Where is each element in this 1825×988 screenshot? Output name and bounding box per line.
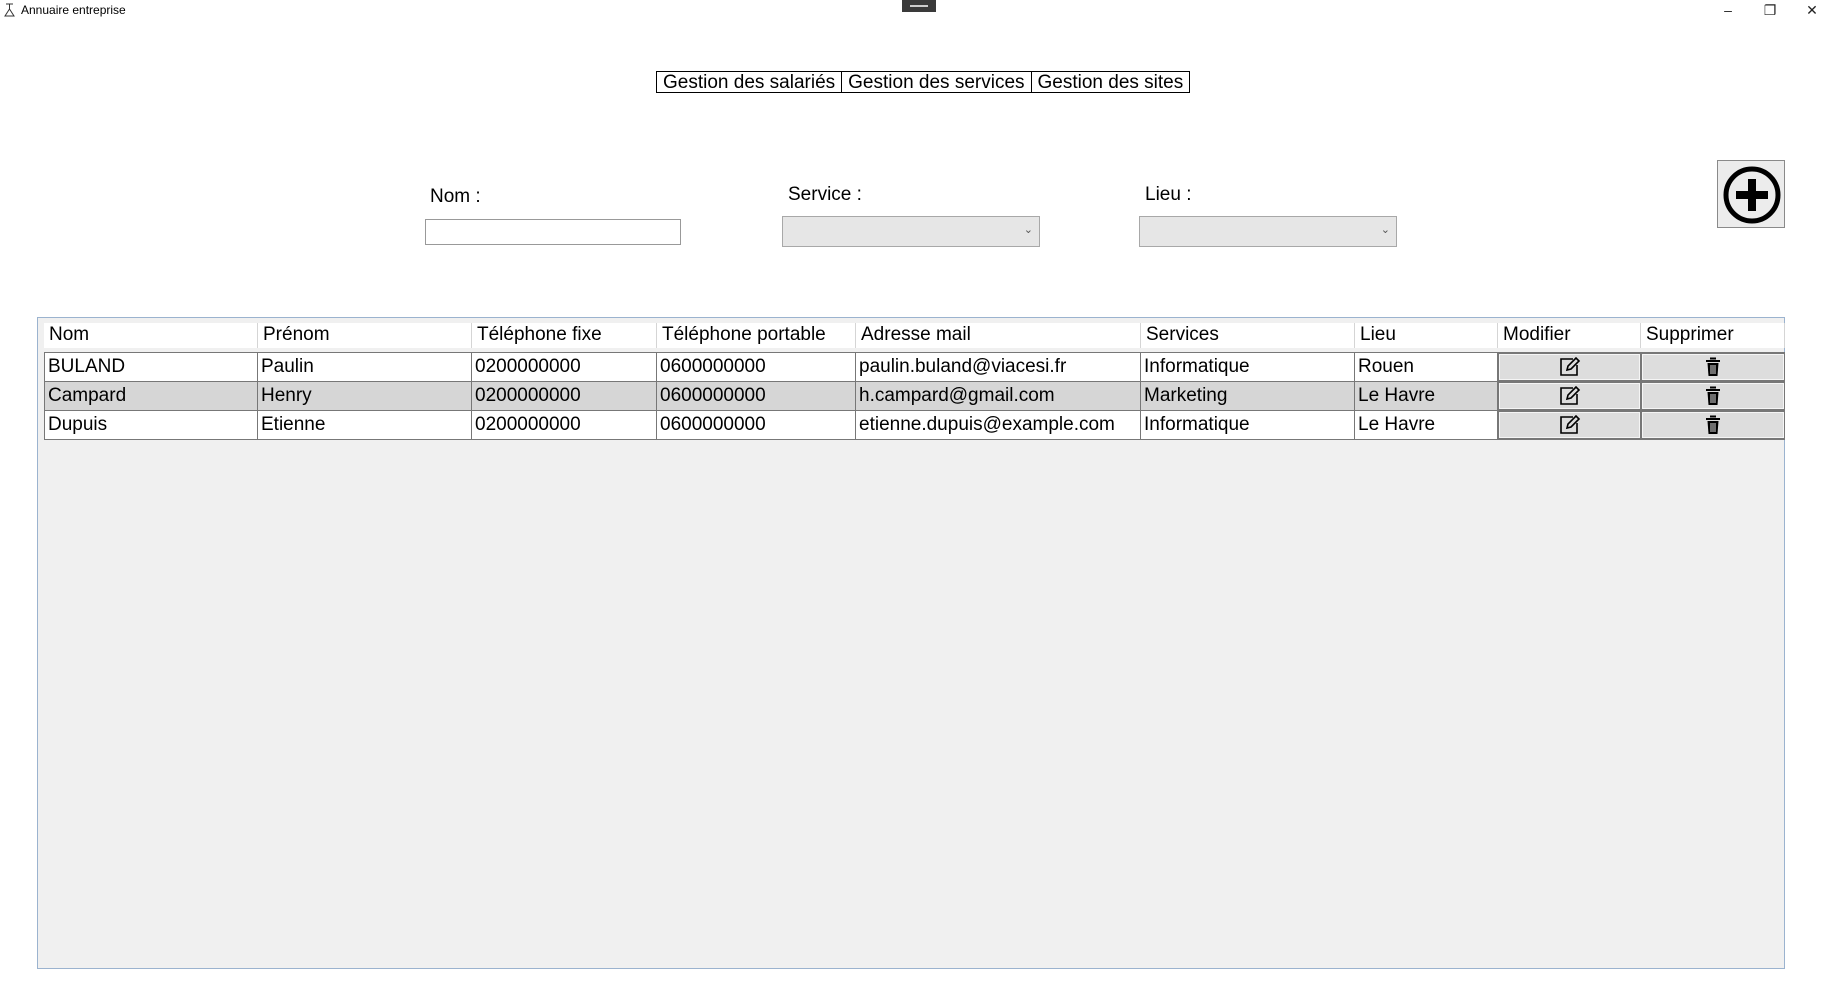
cell-prenom: Etienne bbox=[258, 411, 472, 439]
tab-gestion-salaries[interactable]: Gestion des salariés bbox=[656, 71, 842, 93]
cell-service: Informatique bbox=[1141, 411, 1355, 439]
column-header-prenom[interactable]: Prénom bbox=[258, 323, 472, 348]
minimize-button[interactable]: – bbox=[1724, 2, 1732, 18]
add-employee-button[interactable] bbox=[1717, 160, 1785, 228]
chevron-down-icon: ⌄ bbox=[1380, 224, 1390, 236]
cell-prenom: Paulin bbox=[258, 353, 472, 381]
edit-icon bbox=[1559, 386, 1581, 406]
nom-search-input[interactable] bbox=[425, 219, 681, 245]
cell-telephone-portable: 0600000000 bbox=[657, 353, 856, 381]
cell-nom: BULAND bbox=[44, 353, 258, 381]
title-bar bbox=[0, 0, 1825, 24]
column-header-nom[interactable]: Nom bbox=[44, 323, 258, 348]
table-row[interactable] bbox=[44, 352, 1785, 381]
maximize-button[interactable]: ❐ bbox=[1763, 2, 1777, 18]
lieu-label: Lieu : bbox=[1145, 184, 1192, 205]
delete-button[interactable] bbox=[1641, 411, 1785, 439]
cell-service: Informatique bbox=[1141, 353, 1355, 381]
column-header-telephone-portable[interactable]: Téléphone portable bbox=[657, 323, 856, 348]
column-header-services[interactable]: Services bbox=[1141, 323, 1355, 348]
trash-icon bbox=[1705, 386, 1721, 406]
edit-button[interactable] bbox=[1498, 382, 1641, 410]
service-select[interactable] bbox=[782, 216, 1040, 247]
column-header-adresse-mail[interactable]: Adresse mail bbox=[856, 323, 1141, 348]
trash-icon bbox=[1705, 357, 1721, 377]
cell-prenom: Henry bbox=[258, 382, 472, 410]
service-label: Service : bbox=[788, 184, 862, 205]
table-row[interactable] bbox=[44, 381, 1785, 410]
tab-gestion-services[interactable]: Gestion des services bbox=[841, 71, 1031, 93]
column-header-supprimer[interactable]: Supprimer bbox=[1641, 323, 1785, 348]
edit-button[interactable] bbox=[1498, 353, 1641, 381]
cell-lieu: Rouen bbox=[1355, 353, 1498, 381]
app-icon bbox=[4, 3, 15, 17]
cell-telephone-portable: 0600000000 bbox=[657, 382, 856, 410]
cell-telephone-portable: 0600000000 bbox=[657, 411, 856, 439]
column-header-modifier[interactable]: Modifier bbox=[1498, 323, 1641, 348]
delete-button[interactable] bbox=[1641, 353, 1785, 381]
cell-lieu: Le Havre bbox=[1355, 382, 1498, 410]
employee-table bbox=[37, 317, 1785, 969]
cell-service: Marketing bbox=[1141, 382, 1355, 410]
trash-icon bbox=[1705, 415, 1721, 435]
cell-telephone-fixe: 0200000000 bbox=[472, 353, 657, 381]
delete-button[interactable] bbox=[1641, 382, 1785, 410]
cell-nom: Dupuis bbox=[44, 411, 258, 439]
tab-gestion-sites[interactable]: Gestion des sites bbox=[1031, 71, 1191, 93]
cell-nom: Campard bbox=[44, 382, 258, 410]
tablet-grip-handle[interactable] bbox=[902, 0, 936, 12]
column-header-lieu[interactable]: Lieu bbox=[1355, 323, 1498, 348]
navigation-tabs bbox=[656, 71, 1189, 95]
edit-icon bbox=[1559, 415, 1581, 435]
edit-icon bbox=[1559, 357, 1581, 377]
cell-lieu: Le Havre bbox=[1355, 411, 1498, 439]
table-row[interactable] bbox=[44, 410, 1785, 439]
column-header-telephone-fixe[interactable]: Téléphone fixe bbox=[472, 323, 657, 348]
edit-button[interactable] bbox=[1498, 411, 1641, 439]
cell-telephone-fixe: 0200000000 bbox=[472, 411, 657, 439]
cell-adresse-mail: h.campard@gmail.com bbox=[856, 382, 1141, 410]
lieu-select[interactable] bbox=[1139, 216, 1397, 247]
cell-adresse-mail: paulin.buland@viacesi.fr bbox=[856, 353, 1141, 381]
table-rows-bottom-border bbox=[44, 439, 1785, 440]
table-header bbox=[44, 323, 1785, 348]
close-button[interactable]: ✕ bbox=[1806, 2, 1818, 18]
cell-telephone-fixe: 0200000000 bbox=[472, 382, 657, 410]
plus-circle-icon bbox=[1722, 165, 1782, 225]
window-title: Annuaire entreprise bbox=[21, 3, 126, 17]
chevron-down-icon: ⌄ bbox=[1023, 224, 1033, 236]
cell-adresse-mail: etienne.dupuis@example.com bbox=[856, 411, 1141, 439]
nom-label: Nom : bbox=[430, 186, 481, 207]
